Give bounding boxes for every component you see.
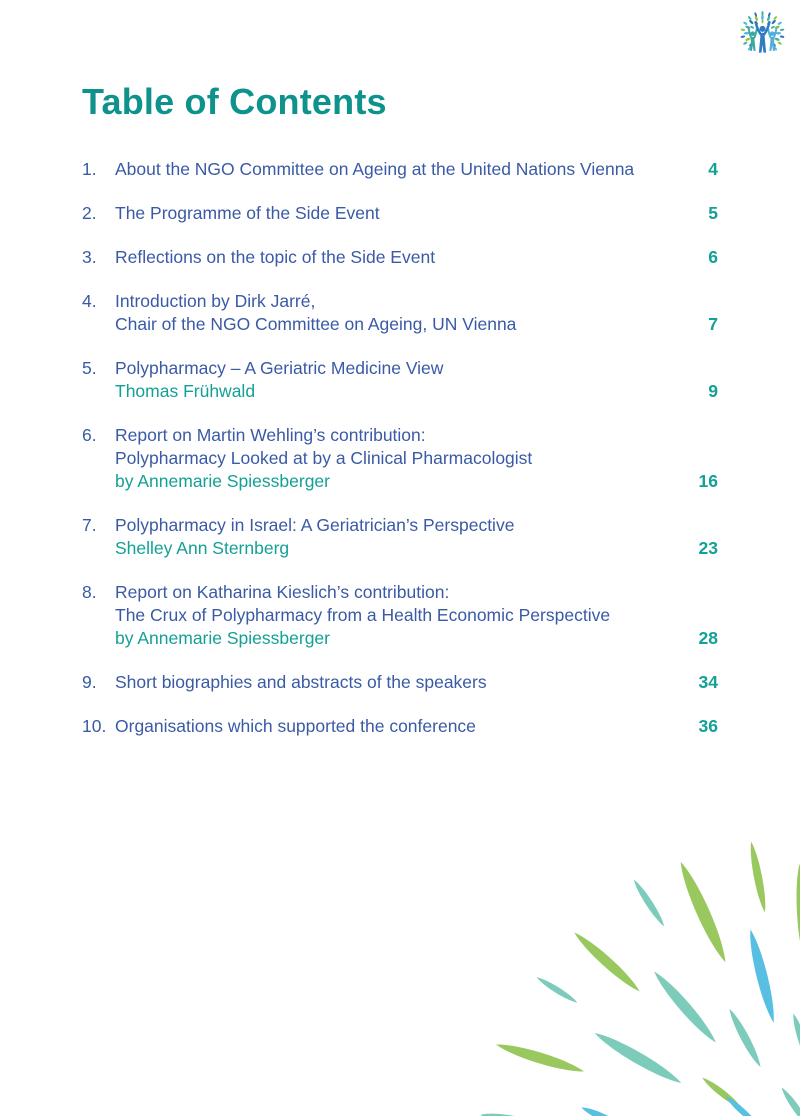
toc-entry-title: Reflections on the topic of the Side Event <box>115 247 436 267</box>
decoration-leaf <box>571 929 643 995</box>
toc-entry-text <box>115 424 680 493</box>
toc-entry[interactable] <box>82 246 718 269</box>
logo-halo-leaf <box>743 21 748 25</box>
toc-entry-title: Organisations which supported the conference <box>115 716 476 736</box>
toc-entry-page-number: 7 <box>708 314 718 334</box>
decoration-leaf <box>745 928 779 1024</box>
toc-entry-text <box>115 246 680 269</box>
decoration-leaf <box>650 968 720 1046</box>
toc-entry-title: Report on Martin Wehling’s contribution: <box>115 425 426 445</box>
toc-entry-title: The Programme of the Side Event <box>115 203 380 223</box>
decoration-leaf <box>779 1086 800 1116</box>
toc-entry[interactable] <box>82 357 718 403</box>
toc-entry-page-number: 16 <box>698 471 718 491</box>
decoration-leaf <box>726 1007 764 1069</box>
toc-entry-number: 3. <box>82 247 97 267</box>
logo-halo-leaf <box>774 37 780 41</box>
toc-entry-page-number: 6 <box>708 247 718 267</box>
logo-halo-leaf <box>741 35 746 38</box>
toc-entry-text <box>115 357 680 403</box>
toc-entry-number: 2. <box>82 203 97 223</box>
toc-entry-number: 7. <box>82 515 97 535</box>
logo-halo-leaf <box>747 16 752 21</box>
logo-halo-leaf <box>771 19 777 25</box>
toc-entry-title: Introduction by Dirk Jarré, <box>115 291 316 311</box>
toc-entry-author: by Annemarie Spiessberger <box>115 471 330 491</box>
toc-entry[interactable] <box>82 158 718 181</box>
toc-entry-title: Report on Katharina Kieslich’s contribution: <box>115 582 450 602</box>
toc-entry-page-number: 34 <box>698 672 718 692</box>
toc-entry-title: Polypharmacy Looked at by a Clinical Pharmacologist <box>115 448 533 468</box>
logo-halo-leaf <box>761 11 763 16</box>
toc-entry[interactable] <box>82 202 718 225</box>
decoration-leaf <box>494 1039 585 1076</box>
toc-entry-text <box>115 202 680 225</box>
toc-entry-text <box>115 581 680 650</box>
decoration-leaf <box>675 859 731 965</box>
toc-entry-text <box>115 158 680 181</box>
toc-entry-text <box>115 715 680 738</box>
decoration-leaf <box>747 841 769 913</box>
logo-halo-leaf <box>748 19 754 25</box>
toc-entry-page-number: 23 <box>698 538 718 558</box>
logo-halo-leaf <box>741 28 746 31</box>
logo-halo-leaf <box>743 41 748 45</box>
toc-entry-number: 5. <box>82 358 97 378</box>
toc-entry[interactable] <box>82 715 718 738</box>
toc-entry-author: Shelley Ann Sternberg <box>115 538 290 558</box>
toc-entry-page-number: 5 <box>708 203 718 223</box>
toc-entry-number: 6. <box>82 425 97 445</box>
decoration-leaf <box>480 1110 540 1116</box>
decoration-leaf <box>592 1028 684 1088</box>
logo-person-center <box>756 22 770 52</box>
toc-entry-title: Short biographies and abstracts of the speakers <box>115 672 487 692</box>
decoration-leaf <box>631 878 667 929</box>
toc-entry-number: 9. <box>82 672 97 692</box>
toc-entry-page-number: 36 <box>698 716 718 736</box>
toc-entry[interactable] <box>82 671 718 694</box>
toc-entry-title: Chair of the NGO Committee on Ageing, UN Vienna <box>115 314 517 334</box>
toc-entry[interactable] <box>82 514 718 560</box>
decoration-leaf <box>790 1012 800 1068</box>
toc-entry[interactable] <box>82 581 718 650</box>
toc-entry-text <box>115 514 680 560</box>
logo-halo-leaf <box>780 35 785 38</box>
logo-halo-leaf <box>771 25 776 29</box>
toc-entry-number: 8. <box>82 582 97 602</box>
toc-entry-page-number: 28 <box>698 628 718 648</box>
toc-entry-title: The Crux of Polypharmacy from a Health Economic Perspective <box>115 605 611 625</box>
toc-entry-author: by Annemarie Spiessberger <box>115 628 330 648</box>
toc-entry-page-number: 9 <box>708 381 718 401</box>
logo-halo-leaf <box>780 28 785 31</box>
toc-entry-text <box>115 671 680 694</box>
leaf-fan-decoration <box>480 830 800 1116</box>
decoration-leaf <box>580 1104 628 1116</box>
decoration-leaf <box>535 975 579 1006</box>
logo-halo-leaf <box>773 16 778 21</box>
logo-halo-leaf <box>754 12 758 17</box>
toc-entry-title: Polypharmacy in Israel: A Geriatrician’s Perspective <box>115 515 515 535</box>
toc-entry-title: About the NGO Committee on Ageing at the United Nations Vienna <box>115 159 635 179</box>
logo-halo-leaf <box>777 41 782 45</box>
logo-halo-leaf <box>777 21 782 25</box>
toc-entry-author: Thomas Frühwald <box>115 381 256 401</box>
tree-of-life-people-logo-icon <box>736 7 789 63</box>
page-title: Table of Contents <box>82 81 387 123</box>
toc-list <box>82 158 718 759</box>
toc-entry-page-number: 4 <box>708 159 718 179</box>
decoration-leaf <box>794 864 800 960</box>
logo-halo-leaf <box>745 37 751 41</box>
logo-halo-leaf <box>768 12 772 17</box>
toc-entry-title: Polypharmacy – A Geriatric Medicine View <box>115 358 444 378</box>
logo-halo-leaf <box>750 25 755 29</box>
toc-entry-number: 1. <box>82 159 97 179</box>
toc-entry[interactable] <box>82 424 718 493</box>
toc-entry-number: 4. <box>82 291 97 311</box>
toc-entry-number: 10. <box>82 716 107 736</box>
toc-entry[interactable] <box>82 290 718 336</box>
toc-entry-text <box>115 290 680 336</box>
